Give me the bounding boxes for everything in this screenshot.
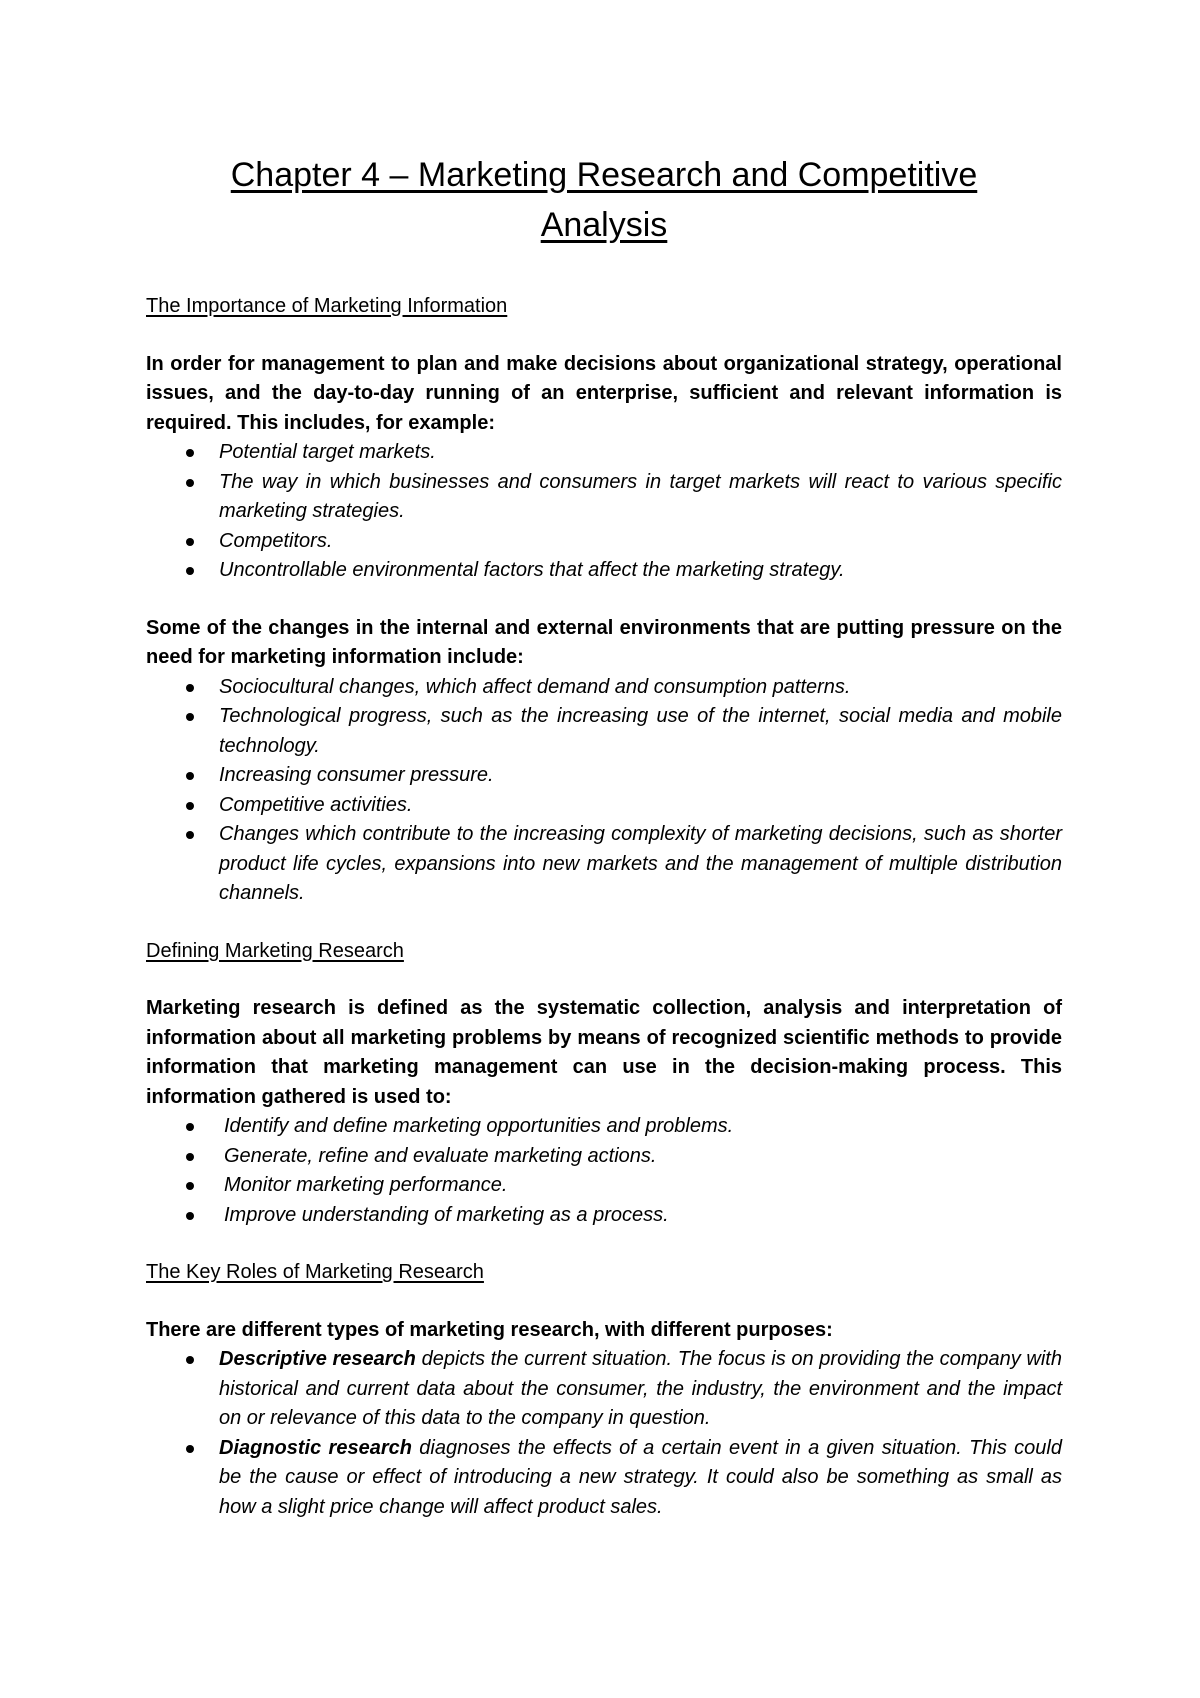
list-item bbox=[146, 761, 1062, 791]
bullet-icon bbox=[186, 1212, 194, 1220]
list-item-text: Uncontrollable environmental factors that affect the marketing strategy. bbox=[219, 559, 845, 581]
bullet-icon bbox=[186, 479, 194, 487]
list-item bbox=[146, 673, 1062, 703]
list-item-text: Changes which contribute to the increasing complexity of marketing decisions, such as shorter product life cycles, expansions into new markets and the management of multiple distribution channels. bbox=[219, 823, 1062, 904]
list-item bbox=[146, 438, 1062, 468]
section-paragraph: Marketing research is defined as the systematic collection, analysis and interpretation of information about all marketing problems by means of recognized scientific methods to provide information that marketing management can use in the decision-making process. This information gathered is used to: bbox=[146, 997, 1062, 1108]
list-item-text: Competitive activities. bbox=[219, 793, 413, 816]
bullet-icon bbox=[186, 684, 194, 692]
section-key-roles bbox=[146, 1258, 1062, 1522]
section-heading: Defining Marketing Research bbox=[146, 939, 404, 962]
list-item-text: Increasing consumer pressure. bbox=[219, 764, 494, 786]
bullet-icon bbox=[186, 1182, 194, 1190]
bullet-icon bbox=[186, 1356, 194, 1364]
list-item-text: The way in which businesses and consumers in target markets will react to various specific marketing strategies. bbox=[219, 470, 1062, 522]
section-heading: The Key Roles of Marketing Research bbox=[146, 1261, 484, 1283]
bullet-icon bbox=[186, 802, 194, 810]
term-descriptive-research: Descriptive research bbox=[219, 1348, 416, 1370]
list-item-text: Generate, refine and evaluate marketing actions. bbox=[224, 1144, 657, 1167]
list-item-text: Technological progress, such as the increasing use of the internet, social media and mobile technology. bbox=[219, 705, 1062, 757]
list-item-text: Sociocultural changes, which affect demand and consumption patterns. bbox=[219, 675, 851, 698]
bullet-icon bbox=[186, 1123, 194, 1131]
list-item-text: Competitors. bbox=[219, 529, 333, 552]
bullet-icon bbox=[186, 1153, 194, 1161]
bullet-list bbox=[146, 1345, 1062, 1522]
bullet-icon bbox=[186, 449, 194, 457]
term-diagnostic-research: Diagnostic research bbox=[219, 1436, 412, 1459]
page-title bbox=[146, 150, 1062, 250]
document-page bbox=[146, 150, 1062, 1550]
section-paragraph: Some of the changes in the internal and external environments that are putting pressure on the need for marketing information include: bbox=[146, 616, 1062, 668]
list-item bbox=[146, 702, 1062, 761]
list-item bbox=[146, 556, 1062, 586]
section-defining bbox=[146, 937, 1062, 1231]
bullet-icon bbox=[186, 713, 194, 721]
list-item-text: depicts the current situation. The focus is on providing the company with historical and current data about the consumer, the industry, the environment and the impact on or relevance of this data to the company in question. bbox=[219, 1348, 1062, 1429]
list-item-text: Improve understanding of marketing as a process. bbox=[224, 1203, 669, 1226]
list-item bbox=[146, 1142, 1062, 1172]
list-item bbox=[146, 527, 1062, 557]
bullet-list bbox=[146, 438, 1062, 586]
list-item-text: Potential target markets. bbox=[219, 441, 436, 463]
list-item bbox=[146, 820, 1062, 909]
list-item-text: Monitor marketing performance. bbox=[224, 1174, 508, 1196]
bullet-icon bbox=[186, 567, 194, 575]
bullet-icon bbox=[186, 831, 194, 839]
title-line-2: Analysis bbox=[540, 206, 668, 244]
list-item bbox=[146, 1171, 1062, 1201]
section-importance bbox=[146, 292, 1062, 909]
bullet-icon bbox=[186, 538, 194, 546]
list-item bbox=[146, 1201, 1062, 1231]
bullet-list bbox=[146, 673, 1062, 909]
section-paragraph: There are different types of marketing research, with different purposes: bbox=[146, 1318, 833, 1341]
section-paragraph: In order for management to plan and make decisions about organizational strategy, operational issues, and the day-to-day running of an enterprise, sufficient and relevant information is required. This includes, for example: bbox=[146, 352, 1062, 434]
list-item-text: Identify and define marketing opportunities and problems. bbox=[224, 1115, 734, 1137]
bullet-icon bbox=[186, 772, 194, 780]
list-item bbox=[146, 468, 1062, 527]
bullet-icon bbox=[186, 1445, 194, 1453]
list-item bbox=[146, 1112, 1062, 1142]
list-item-text: diagnoses the effects of a certain event in a given situation. This could be the cause or effect of introducing a new strategy. It could also be something as small as how a slight price change will affect product sales. bbox=[219, 1436, 1062, 1518]
list-item bbox=[146, 791, 1062, 821]
list-item bbox=[146, 1345, 1062, 1434]
title-line-1: Chapter 4 – Marketing Research and Competitive bbox=[230, 156, 978, 194]
bullet-list bbox=[146, 1112, 1062, 1230]
list-item bbox=[146, 1434, 1062, 1523]
section-heading: The Importance of Marketing Information bbox=[146, 295, 508, 317]
